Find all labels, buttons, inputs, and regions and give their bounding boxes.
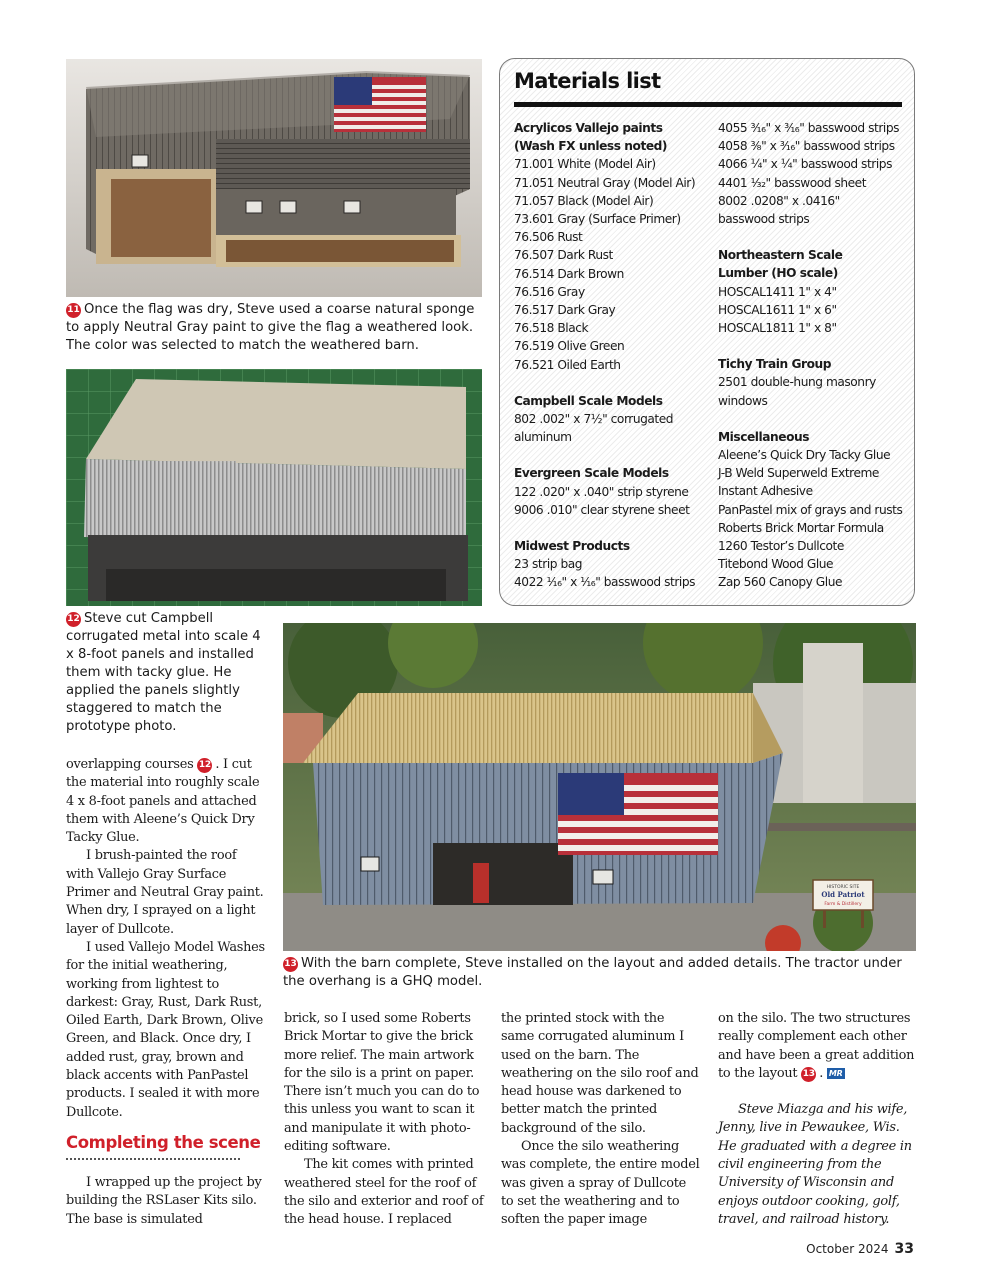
- caption-number-12: 12: [66, 612, 81, 627]
- sign-line-1: HISTORIC SITE: [826, 885, 860, 890]
- materials-right-column: [718, 119, 902, 592]
- materials-item: 9006 .010" clear styrene sheet: [514, 502, 690, 517]
- author-bio: Steve Miazga and his wife, Jenny, live in Pewaukee, Wis. He graduated with a degree in civil engineering from the University of Wisconsin and enjoys outdoor cooking, golf, travel, and railroad history.: [718, 1102, 912, 1227]
- materials-list-title: Materials list: [514, 69, 661, 93]
- body-column-3: [501, 1010, 701, 1230]
- materials-heading: Acrylicos Vallejo paints: [514, 121, 663, 135]
- photo-12-corrugated-roof: [66, 369, 482, 606]
- materials-item: 76.506 Rust: [514, 230, 583, 245]
- col1-paragraph-3: I used Vallejo Model Washes for the initial weathering, working from lightest to darkest: Gray, Rust, Dark Rust, Oiled Earth, Dark Brown, Olive Green, and Black. Once dry, I added rust, gray, brown and black accents with PanPastel products. I sealed it with more Dullcote.: [66, 939, 265, 1120]
- figure-ref-12: 12: [197, 758, 212, 773]
- body-column-2: [284, 1010, 484, 1230]
- caption-11-text: Once the flag was dry, Steve used a coarse natural sponge to apply Neutral Gray paint to give the flag a weathered look. The color was selected to match the weathered barn.: [66, 302, 475, 353]
- materials-item: 76.518 Black: [514, 321, 589, 336]
- body-column-4: [718, 1010, 916, 1229]
- page-number: 33: [894, 1241, 914, 1257]
- col2-paragraph-2: The kit comes with printed weathered steel for the roof of the silo and exterior and roof of the head house. I replaced: [284, 1157, 484, 1228]
- materials-item: Titebond Wood Glue: [718, 557, 834, 572]
- page-footer: [806, 1241, 914, 1257]
- materials-heading: Miscellaneous: [718, 429, 810, 444]
- materials-item: 802 .002" x 7½" corrugated: [514, 412, 674, 427]
- materials-item: 76.507 Dark Rust: [514, 248, 613, 263]
- caption-number-11: 11: [66, 303, 81, 318]
- caption-12-text: Steve cut Campbell corrugated metal into scale 4 x 8-foot panels and installed them with tacky glue. He applied the panels slightly staggered to match the prototype photo.: [66, 611, 261, 734]
- materials-item: 4055 ³⁄₁₆" x ³⁄₁₆" basswood strips: [718, 121, 900, 135]
- materials-spacer: [718, 228, 902, 246]
- materials-item: 71.057 Black (Model Air): [514, 193, 654, 208]
- corrugated-roof-photo-icon: [66, 369, 482, 606]
- materials-item: Roberts Brick Mortar Formula: [718, 520, 884, 535]
- materials-item: 4401 ¹⁄₃₂" basswood sheet: [718, 175, 867, 190]
- section-heading-completing-scene: Completing the scene: [66, 1133, 261, 1152]
- materials-item: 73.601 Gray (Surface Primer): [514, 212, 681, 227]
- materials-item: 4022 ¹⁄₁₆" x ¹⁄₁₆" basswood strips: [514, 575, 696, 590]
- materials-heading: Evergreen Scale Models: [514, 466, 669, 481]
- materials-spacer: [514, 446, 695, 464]
- materials-item: aluminum: [514, 430, 572, 445]
- body-column-1: [66, 756, 266, 1122]
- materials-item: 76.514 Dark Brown: [514, 266, 624, 281]
- caption-12: [66, 610, 266, 736]
- materials-item: basswood strips: [718, 212, 810, 227]
- col3-paragraph-1: the printed stock with the same corrugated aluminum I used on the barn. The weathering on the silo roof and head house was darkened to better match the printed background of the silo.: [501, 1011, 699, 1136]
- sign-line-2: Old Patriot: [821, 890, 865, 899]
- barn-model-photo-icon: [66, 59, 482, 297]
- materials-item: Zap 560 Canopy Glue: [718, 575, 843, 590]
- materials-item: 76.519 Olive Green: [514, 339, 625, 354]
- materials-title-rule: [514, 102, 902, 107]
- issue-date: October 2024: [806, 1242, 889, 1256]
- materials-item: 4058 ³⁄₈" x ³⁄₁₆" basswood strips: [718, 139, 895, 154]
- col1-paragraph-4: I wrapped up the project by building the RSLaser Kits silo. The base is simulated: [66, 1175, 262, 1227]
- materials-item: 76.517 Dark Gray: [514, 303, 616, 318]
- materials-item: 2501 double-hung masonry: [718, 375, 876, 390]
- materials-item: 71.001 White (Model Air): [514, 157, 656, 172]
- materials-item: 76.516 Gray: [514, 284, 585, 299]
- col3-paragraph-2: Once the silo weathering was complete, the entire model was given a spray of Dullcote to set the weathering and to soften the paper image: [501, 1139, 700, 1228]
- materials-item: 122 .020" x .040" strip styrene: [514, 484, 689, 499]
- body-column-1-continued: [66, 1174, 266, 1229]
- col1-paragraph-1: [66, 756, 266, 847]
- materials-heading: Midwest Products: [514, 539, 630, 554]
- materials-item: 71.051 Neutral Gray (Model Air): [514, 175, 696, 190]
- col1-p1-text-a: overlapping courses: [66, 757, 194, 772]
- materials-heading: Tichy Train Group: [718, 357, 832, 372]
- materials-item: 1260 Testor’s Dullcote: [718, 539, 844, 554]
- col2-paragraph-1: brick, so I used some Roberts Brick Mortar to give the brick more relief. The main artwork for the silo is a print on paper. There isn’t much you can do to this unless you want to scan it and manipulate it with photo-editing software.: [284, 1011, 480, 1155]
- caption-13-text: With the barn complete, Steve installed on the layout and added details. The tractor under the overhang is a GHQ model.: [283, 956, 902, 989]
- col1-p1-text-b: . I cut the material into roughly scale 4 x 8-foot panels and attached them with Aleene’s Quick Dry Tacky Glue.: [66, 757, 260, 846]
- materials-item: HOSCAL1411 1" x 4": [718, 284, 837, 299]
- materials-heading: Northeastern Scale: [718, 248, 843, 263]
- col4-paragraph-1: [718, 1010, 916, 1083]
- materials-item: 4066 ¼" x ¼" basswood strips: [718, 157, 892, 172]
- materials-item: HOSCAL1611 1" x 6": [718, 302, 837, 317]
- materials-item: Instant Adhesive: [718, 484, 813, 499]
- materials-item: windows: [718, 393, 768, 408]
- materials-item: 8002 .0208" x .0416": [718, 193, 840, 208]
- materials-heading: (Wash FX unless noted): [514, 139, 668, 154]
- materials-spacer: [718, 410, 902, 428]
- materials-item: Aleene’s Quick Dry Tacky Glue: [718, 448, 891, 463]
- caption-number-13: 13: [283, 957, 298, 972]
- photo-11-barn-flag: [66, 59, 482, 297]
- sign-line-3: Farm & Distillery: [824, 902, 862, 907]
- materials-item: 23 strip bag: [514, 557, 583, 572]
- col1-paragraph-2: I brush-painted the roof with Vallejo Gray Surface Primer and Neutral Gray paint. When dry, I sprayed on a light layer of Dullcote.: [66, 848, 264, 937]
- materials-item: PanPastel mix of grays and rusts: [718, 502, 903, 517]
- materials-heading: Campbell Scale Models: [514, 393, 663, 408]
- flag-icon: [558, 773, 718, 855]
- materials-spacer: [514, 374, 695, 392]
- materials-left-column: [514, 119, 695, 592]
- caption-11: [66, 301, 484, 355]
- layout-scene-photo-icon: [283, 623, 916, 951]
- materials-item: HOSCAL1811 1" x 8": [718, 321, 837, 336]
- materials-spacer: [718, 337, 902, 355]
- col4-p1-text-a: on the silo. The two structures really complement each other and have been a great addition to the layout: [718, 1011, 915, 1081]
- materials-list-box: [499, 58, 915, 606]
- materials-spacer: [514, 519, 695, 537]
- col4-p1-text-b: .: [819, 1065, 824, 1081]
- mr-end-mark-icon: MR: [828, 1068, 843, 1078]
- photo-13-barn-on-layout: [283, 623, 916, 951]
- materials-item: J-B Weld Superweld Extreme: [718, 466, 879, 481]
- section-heading-rule: [66, 1158, 240, 1160]
- figure-ref-13: 13: [801, 1067, 816, 1082]
- materials-heading: Lumber (HO scale): [718, 266, 838, 281]
- materials-item: 76.521 Oiled Earth: [514, 357, 621, 372]
- caption-13: [283, 955, 916, 991]
- flag-icon: [334, 77, 426, 132]
